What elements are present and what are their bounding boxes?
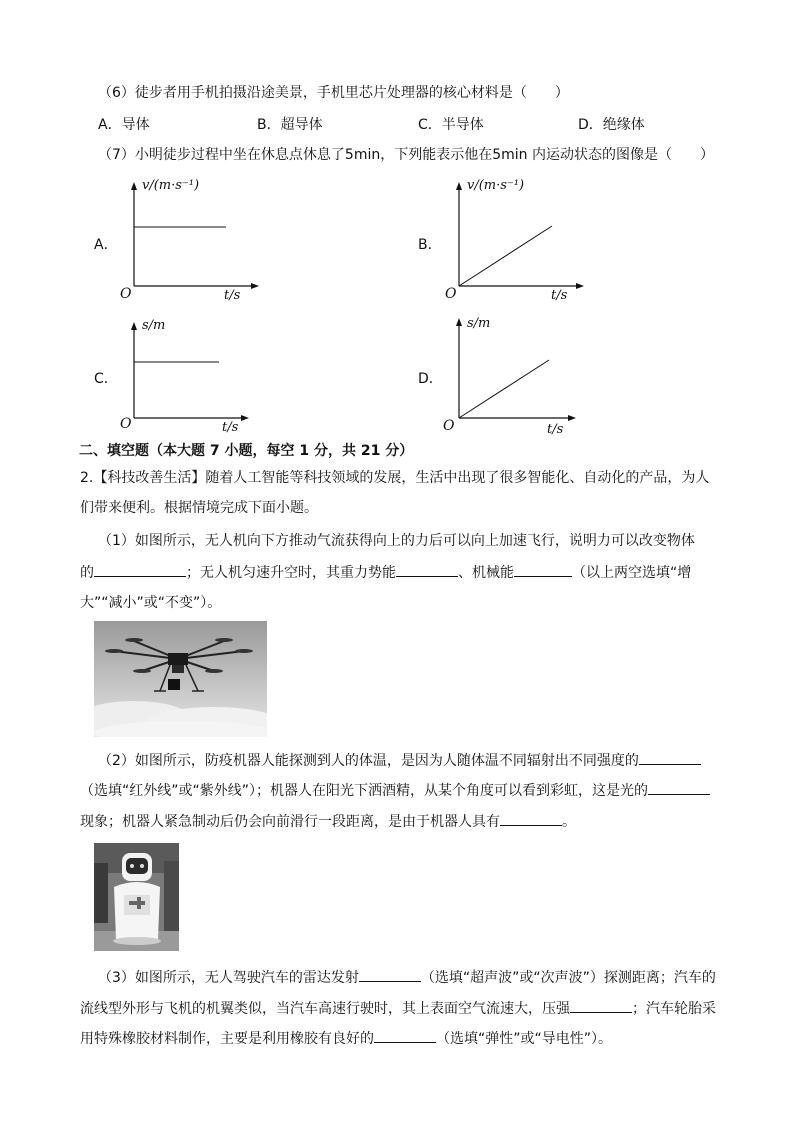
answer-blank-8[interactable] [570, 998, 632, 1013]
q2-p3-line2 [80, 998, 716, 1018]
graph-c-label: C． [94, 371, 118, 387]
q6-option-c: C．半导体 [418, 117, 484, 133]
graph-b-x-arrow [576, 283, 584, 289]
q2-p1-line1: （1）如图所示，无人机向下方推动气流获得向上的力后可以向上加速飞行，说明力可以改变物体 [98, 533, 695, 549]
graph-a-label: A． [94, 237, 118, 253]
q2-p2-text-a: （2）如图所示，防疫机器人能探测到人的体温，是因为人随体温不同辐射出不同强度的 [98, 753, 639, 769]
q2-p2-line1 [98, 750, 701, 770]
graph-d-xlabel: t/s [547, 422, 564, 437]
graph-d-svg [443, 312, 593, 442]
answer-blank-7[interactable] [359, 967, 421, 982]
graph-d-x-arrow [568, 415, 576, 421]
graph-b-label: B． [418, 237, 442, 253]
graph-c-xlabel: t/s [222, 420, 239, 435]
graph-c-ylabel: s/m [142, 318, 166, 333]
q7-stem: （7）小明徒步过程中坐在休息点休息了5min，下列能表示他在5min 内运动状态的图像是（ ） [98, 147, 714, 163]
q2-p1-text-a: 的 [80, 565, 94, 581]
q6-option-b: B．超导体 [257, 117, 323, 133]
graph-b-svg [443, 176, 593, 306]
q2-p1-text-c: 、机械能 [458, 565, 514, 581]
q2-p3-text-a: （3）如图所示，无人驾驶汽车的雷达发射 [98, 970, 359, 986]
answer-blank-2[interactable] [396, 562, 458, 577]
q2-p2-line2 [80, 780, 710, 800]
answer-blank-6[interactable] [500, 811, 562, 826]
section-2-heading: 二、填空题（本大题 7 小题，每空 1 分，共 21 分） [79, 443, 414, 459]
q2-p3-text-c: 流线型外形与飞机的机翼类似，当汽车高速行驶时，其上表面空气流速大，压强 [80, 1001, 570, 1017]
graph-c-y-arrow [131, 322, 137, 330]
graph-a [118, 176, 268, 306]
q2-p1-text-d: （以上两空选填“增 [572, 565, 692, 581]
q6-stem: （6）徒步者用手机拍摄沿途美景，手机里芯片处理器的核心材料是（ ） [98, 85, 569, 101]
q2-p2-line3 [80, 811, 576, 831]
answer-blank-1[interactable] [94, 562, 186, 577]
q2-p2-text-b: （选填“红外线”或“紫外线”）；机器人在阳光下洒酒精，从某个角度可以看到彩虹，这是光的 [80, 783, 649, 799]
q6-option-a: A．导体 [98, 117, 150, 133]
answer-blank-4[interactable] [639, 750, 701, 765]
graph-b-xlabel: t/s [551, 288, 568, 303]
answer-blank-9[interactable] [374, 1028, 436, 1043]
q2-p1-line3: 大”“减小”或“不变”）。 [80, 595, 222, 611]
graph-d-origin: O [443, 418, 455, 434]
q2-p1-line2 [80, 562, 691, 582]
q2-p2-text-d: 。 [562, 814, 576, 830]
q2-p3-line1 [98, 967, 716, 987]
graph-d [443, 312, 593, 442]
graph-b-y-arrow [456, 182, 462, 190]
graph-a-y-arrow [131, 182, 137, 190]
q6-option-d: D．绝缘体 [578, 117, 645, 133]
q2-intro-line2: 们带来便利。根据情境完成下面小题。 [80, 500, 318, 516]
answer-blank-3[interactable] [514, 562, 572, 577]
graph-b-ylabel: v/(m·s⁻¹) [467, 178, 525, 193]
graph-b [443, 176, 593, 306]
drone-photo-svg [94, 621, 267, 737]
graph-c-origin: O [120, 416, 132, 432]
robot-photo [94, 843, 179, 951]
q2-intro-line1: 2.【科技改善生活】随着人工智能等科技领域的发展，生活中出现了很多智能化、自动化的产品，为人 [80, 470, 710, 486]
graph-d-y-arrow [456, 318, 462, 326]
robot-photo-svg [94, 843, 179, 951]
graph-d-label: D． [418, 371, 443, 387]
graph-a-xlabel: t/s [224, 288, 241, 303]
q2-p3-text-e: 用特殊橡胶材料制作，主要是利用橡胶有良好的 [80, 1031, 374, 1047]
drone-photo [94, 621, 267, 737]
answer-blank-5[interactable] [648, 780, 710, 795]
graph-a-svg [118, 176, 268, 306]
q2-p3-line3 [80, 1028, 612, 1048]
q2-p1-text-b: ；无人机匀速升空时，其重力势能 [186, 565, 396, 581]
graph-a-ylabel: v/(m·s⁻¹) [142, 178, 200, 193]
graph-c [118, 316, 268, 440]
q2-p3-text-b: （选填“超声波”或“次声波”）探测距离；汽车的 [420, 970, 716, 986]
graph-a-origin: O [120, 286, 132, 302]
q2-p2-text-c: 现象；机器人紧急制动后仍会向前滑行一段距离，是由于机器人具有 [80, 814, 500, 830]
graph-b-origin: O [445, 286, 457, 302]
graph-a-x-arrow [251, 283, 259, 289]
graph-c-x-arrow [241, 415, 249, 421]
q2-p3-text-f: （选填“弹性”或“导电性”）。 [436, 1031, 613, 1047]
graph-d-ylabel: s/m [467, 316, 491, 331]
graph-c-svg [118, 316, 268, 440]
graph-b-line [459, 226, 552, 286]
q2-p3-text-d: ；汽车轮胎采 [632, 1001, 716, 1017]
graph-d-line [459, 360, 549, 418]
